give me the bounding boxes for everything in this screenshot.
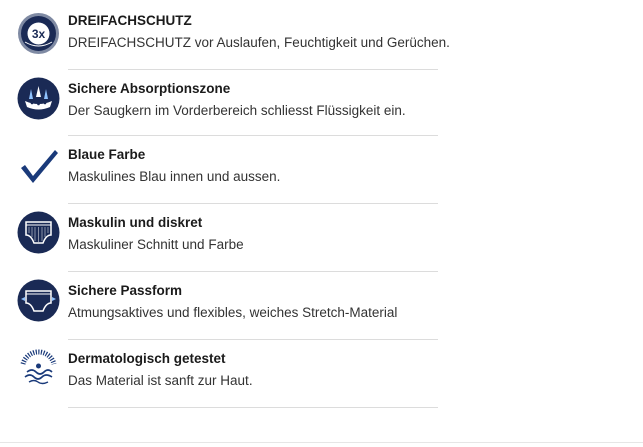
feature-title: Blaue Farbe [68, 147, 146, 162]
checkmark-icon [17, 146, 60, 189]
svg-text:3x: 3x [31, 27, 46, 41]
absorption-zone-icon [17, 77, 60, 120]
feature-description: Der Saugkern im Vorderbereich schliesst Flüssigkeit ein. [68, 103, 406, 118]
feature-description: Maskuliner Schnitt und Farbe [68, 237, 244, 252]
3x-protection-seal-icon [17, 12, 60, 55]
feature-title: Sichere Passform [68, 283, 183, 298]
feature-title: Maskulin und diskret [68, 215, 203, 230]
feature-title: DREIFACHSCHUTZ [68, 13, 192, 28]
feature-description: Atmungsaktives und flexibles, weiches Stretch-Material [68, 305, 398, 320]
feature-description: DREIFACHSCHUTZ vor Auslaufen, Feuchtigkeit und Gerüchen. [68, 35, 450, 50]
divider [68, 271, 438, 272]
feature-description: Maskulines Blau innen und aussen. [68, 169, 281, 184]
stretch-fit-icon [17, 279, 60, 322]
feature-title: Sichere Absorptionszone [68, 81, 231, 96]
divider [68, 203, 438, 204]
feature-title: Dermatologisch getestet [68, 351, 226, 366]
divider [68, 339, 438, 340]
brief-shape-icon [17, 211, 60, 254]
divider [68, 135, 438, 136]
dermatologically-tested-icon [17, 348, 60, 391]
feature-description: Das Material ist sanft zur Haut. [68, 373, 253, 388]
divider [68, 69, 438, 70]
page-bottom-rule [0, 442, 643, 443]
feature-item-absorption [0, 80, 643, 148]
divider [68, 407, 438, 408]
